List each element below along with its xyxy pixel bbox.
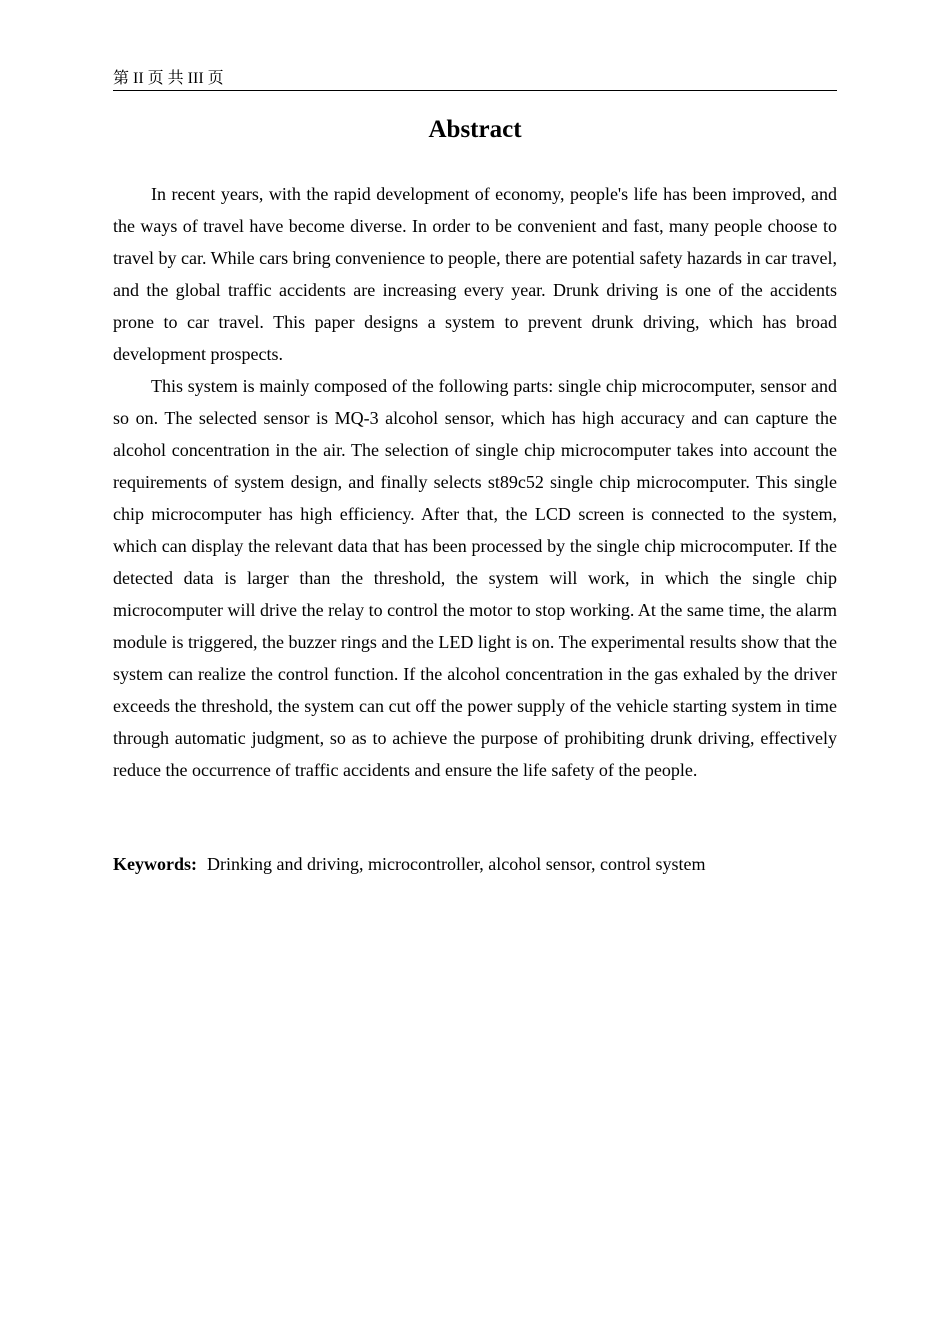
keywords-line [113,848,837,880]
page-header [113,68,837,91]
abstract-paragraph-2: This system is mainly composed of the following parts: single chip microcomputer, sensor and so on. The selected sensor is MQ-3 alcohol sensor, which has high accuracy and can capture the alcohol concentration in the air. The selection of single chip microcomputer takes into account the requirements of system design, and finally selects st89c52 single chip microcomputer. This single chip microcomputer has high efficiency. After that, the LCD screen is connected to the system, which can display the relevant data that has been processed by the single chip microcomputer. If the detected data is larger than the threshold, the system will work, in which the single chip microcomputer will drive the relay to control the motor to stop working. At the same time, the alarm module is triggered, the buzzer rings and the LED light is on. The experimental results show that the system can realize the control function. If the alcohol concentration in the gas exhaled by the driver exceeds the threshold, the system can cut off the power supply of the vehicle starting system in time through automatic judgment, so as to achieve the purpose of prohibiting drunk driving, effectively reduce the occurrence of traffic accidents and ensure the life safety of the people. [113,376,837,780]
abstract-paragraph-1: In recent years, with the rapid development of economy, people's life has been improved, and the ways of travel have become diverse. In order to be convenient and fast, many people choose to travel by car. While cars bring convenience to people, there are potential safety hazards in car travel, and the global traffic accidents are increasing every year. Drunk driving is one of the accidents prone to car travel. This paper designs a system to prevent drunk driving, which has broad development prospects. [113,184,837,364]
abstract-body [113,178,837,786]
page-number-info: 第 II 页 共 III 页 [113,70,224,87]
keywords-label: Keywords: [113,854,197,874]
keywords-text: Drinking and driving, microcontroller, alcohol sensor, control system [207,854,706,874]
abstract-title: Abstract [428,116,522,143]
